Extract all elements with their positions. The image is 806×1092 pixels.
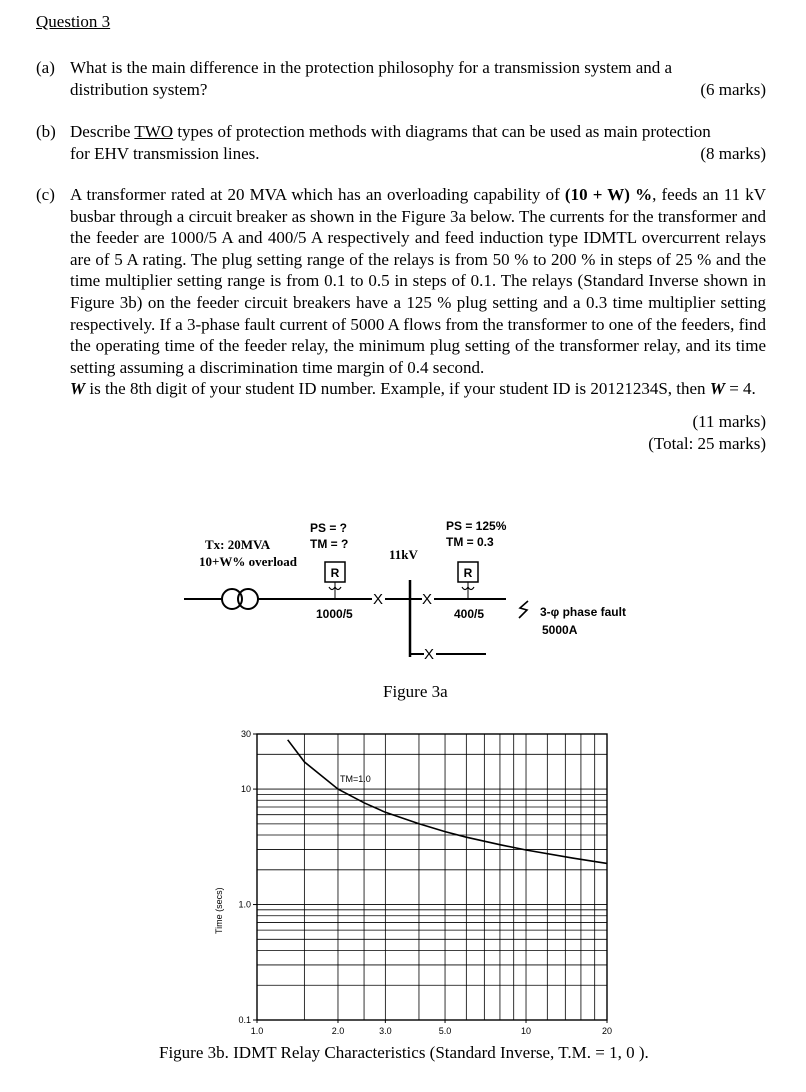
x-tick-label: 10: [521, 1026, 532, 1036]
fd-ps-label: PS = 125%: [446, 519, 507, 533]
part-c-overload-bold: (10 + W) %: [564, 185, 653, 204]
curve-label: TM=1.0: [340, 774, 371, 784]
part-b-two: TWO: [134, 122, 174, 141]
y-tick-label: 30: [240, 729, 251, 739]
figure-3a-caption: Figure 3a: [383, 682, 448, 701]
part-a-label: (a): [36, 58, 55, 77]
part-c-label: (c): [36, 185, 55, 204]
part-c-w-note: [70, 378, 766, 400]
part-b-pre: Describe: [70, 122, 135, 141]
tx-ct-ratio: 1000/5: [316, 607, 353, 621]
w-symbol: W: [70, 379, 86, 399]
y-tick-label: 1.0: [238, 899, 251, 910]
tx-rating-label: Tx: 20MVA: [205, 537, 271, 552]
y-tick-label: 0.1: [238, 1015, 251, 1025]
fault-current: 5000A: [542, 623, 578, 637]
tx-ps-label: PS = ?: [310, 521, 348, 535]
x-tick-label: 20: [601, 1026, 613, 1036]
part-b-post: types of protection methods with diagrams that can be used as main protection: [173, 122, 711, 141]
part-b: [36, 121, 766, 164]
fault-lightning-icon: [519, 601, 528, 618]
y-tick-label: 10: [240, 784, 251, 795]
w-note-text: is the 8th digit of your student ID number. Example, if your student ID is 20121234S, then: [85, 379, 710, 399]
tx-overload-label: 10+W% overload: [199, 554, 298, 569]
figure-3b-caption: Figure 3b. IDMT Relay Characteristics (Standard Inverse, T.M. = 1, 0 ).: [159, 1043, 649, 1062]
x-tick-label: 3.0: [379, 1026, 392, 1036]
fd-relay-label: R: [463, 566, 473, 580]
tm-1-0-curve: [288, 740, 607, 864]
tx-relay-label: R: [330, 566, 340, 580]
part-c-marks: (11 marks): [692, 411, 766, 431]
fault-label: 3-φ phase fault: [540, 605, 626, 619]
part-c-text-2: , feeds an 11 kV busbar through a circuit breaker as shown in the Figure 3a below. The currents for the transformer and the feeder are 1000/5 A and 400/5 A respectively and feed induction type IDMTL overcurrent relays are of 5 A rating. The plug setting range of the relays is from 50 % to 200 % in steps of 25 % and the time multiplier setting range is from 0.1 to 0.5 in steps of 0.1. The relays (Standard Inverse shown in Figure 3b) on the feeder circuit breakers have a 125 % plug setting and a 0.3 time multiplier setting respectively. If a 3-phase fault current of 5000 A flows from the transformer to one of the feeders, find the operating time of the feeder relay, the minimum plug setting of the transformer relay, and its time setting assuming a discrimination time margin of 0.4 second.: [70, 185, 767, 377]
w-symbol-2: W: [709, 379, 725, 399]
question-title: Question 3: [36, 12, 111, 31]
x-tick-label: 2.0: [331, 1026, 345, 1036]
x-tick-label: 1.0: [250, 1026, 264, 1036]
fd2-breaker-icon: X: [424, 646, 435, 663]
part-c: [36, 184, 766, 454]
part-b-label: (b): [36, 122, 56, 141]
part-c-text-1: A transformer rated at 20 MVA which has an overloading capability of: [70, 185, 565, 204]
tx-breaker-icon: X: [373, 591, 384, 608]
plot-frame: [257, 734, 607, 1020]
fd-breaker-icon: X: [422, 591, 433, 608]
tx-tm-label: TM = ?: [310, 537, 349, 551]
bus-voltage-label: 11kV: [389, 547, 418, 562]
part-b-line2: for EHV transmission lines.: [70, 143, 260, 163]
total-marks: (Total: 25 marks): [648, 433, 766, 453]
part-a-line2: distribution system?: [70, 79, 208, 99]
fd-tm-label: TM = 0.3: [446, 535, 494, 549]
fd-ct-ratio: 400/5: [454, 607, 485, 621]
y-axis-label: Time (secs): [214, 887, 224, 934]
figure-3b-chart: [200, 724, 620, 1044]
part-a-marks: (6 marks): [700, 79, 766, 99]
part-a: [36, 57, 766, 100]
figure-3a-diagram: [170, 512, 650, 702]
part-c-paragraph: [70, 184, 766, 378]
w-note-end: = 4.: [724, 379, 756, 399]
x-tick-label: 5.0: [438, 1026, 452, 1036]
chart-grid: [257, 734, 607, 1020]
part-b-marks: (8 marks): [700, 143, 766, 163]
part-a-line1: What is the main difference in the protection philosophy for a transmission system and a: [70, 58, 673, 77]
